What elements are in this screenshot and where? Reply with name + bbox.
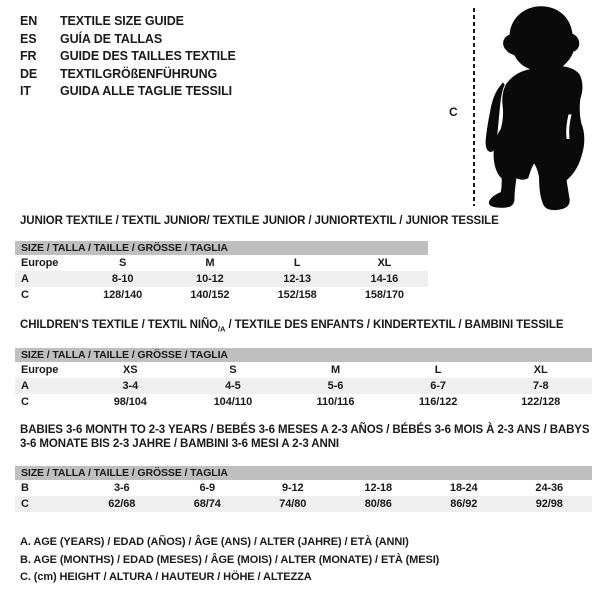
children-title-subscript: /A xyxy=(218,324,226,334)
value-cell: 3-4 xyxy=(122,380,139,392)
value-cell: 86/92 xyxy=(450,498,478,510)
value-cell: 104/110 xyxy=(213,396,253,408)
table-row-age-months xyxy=(15,480,592,496)
value-cell: 110/116 xyxy=(316,396,355,408)
footnote-a: A. AGE (YEARS) / EDAD (AÑOS) / ÂGE (ANS) / ALTER (JAHRE) / ETÀ (ANNI) xyxy=(20,536,409,548)
table-row-age xyxy=(15,378,592,394)
value-cell: 80/86 xyxy=(364,498,392,510)
children-size-table xyxy=(15,348,592,410)
language-title: GUIDE DES TAILLES TEXTILE xyxy=(60,49,236,63)
value-cell: 12-13 xyxy=(283,273,311,285)
language-row-de xyxy=(20,66,236,84)
col-header-cell: XL xyxy=(533,364,548,376)
table-row-europe xyxy=(15,255,428,271)
value-cell: 14-16 xyxy=(370,273,399,285)
value-cell: 158/170 xyxy=(364,289,404,301)
col-header-cell: S xyxy=(229,364,237,376)
col-header-cell: L xyxy=(434,364,442,376)
language-code: FR xyxy=(20,49,37,63)
height-measure-label: C xyxy=(449,105,458,119)
value-cell: 92/98 xyxy=(535,498,563,510)
language-code: EN xyxy=(20,14,38,28)
junior-size-table xyxy=(15,241,428,303)
value-cell: 12-18 xyxy=(364,482,393,494)
babies-size-table xyxy=(15,466,592,512)
children-section-title xyxy=(20,319,563,336)
table-row-height xyxy=(15,394,592,410)
table-row-age xyxy=(15,271,428,287)
size-header-band: SIZE / TALLA / TAILLE / GRÖSSE / TAGLIA xyxy=(15,466,592,480)
value-cell: 140/152 xyxy=(190,289,230,301)
height-measure-dashed-line xyxy=(473,8,475,206)
table-row-height xyxy=(15,496,592,512)
col-header-cell: XS xyxy=(123,364,138,376)
row-label-cell: C xyxy=(21,289,29,301)
language-code: DE xyxy=(20,66,38,81)
value-cell: 116/122 xyxy=(418,396,458,408)
row-label-cell: A xyxy=(21,273,29,285)
col-header-cell: M xyxy=(330,364,341,376)
value-cell: 122/128 xyxy=(521,396,561,408)
row-label-cell: C xyxy=(21,498,29,510)
row-label-cell: Europe xyxy=(21,364,59,376)
baby-silhouette-icon xyxy=(484,4,600,211)
language-title: GUIDA ALLE TAGLIE TESSILI xyxy=(60,84,233,98)
size-header-band: SIZE / TALLA / TAILLE / GRÖSSE / TAGLIA xyxy=(15,348,592,362)
value-cell: 8-10 xyxy=(111,273,134,285)
value-cell: 6-7 xyxy=(430,380,446,392)
row-label-cell: A xyxy=(21,380,29,392)
language-title-list xyxy=(20,13,236,101)
language-code: ES xyxy=(20,31,37,46)
value-cell: 98/104 xyxy=(113,396,147,408)
footnote-c: C. (cm) HEIGHT / ALTURA / HAUTEUR / HÖHE / ALTEZZA xyxy=(20,571,312,583)
row-label-cell: C xyxy=(21,396,29,408)
language-row-en xyxy=(20,13,236,31)
value-cell: 152/158 xyxy=(277,289,317,301)
value-cell: 10-12 xyxy=(196,273,224,285)
language-title: GUÍA DE TALLAS xyxy=(60,31,163,46)
col-header-cell: S xyxy=(119,257,127,269)
value-cell: 68/74 xyxy=(193,498,221,510)
language-title: TEXTILGRÖßENFÜHRUNG xyxy=(60,66,218,81)
children-title-text: CHILDREN'S TEXTILE / TEXTIL NIÑO xyxy=(20,319,219,331)
value-cell: 9-12 xyxy=(281,482,304,494)
value-cell: 128/140 xyxy=(103,289,143,301)
value-cell: 7-8 xyxy=(532,380,549,392)
language-row-es xyxy=(20,31,236,49)
language-row-fr xyxy=(20,48,236,66)
col-header-cell: L xyxy=(293,257,301,269)
value-cell: 5-6 xyxy=(327,380,344,392)
table-row-europe xyxy=(15,362,592,378)
language-row-it xyxy=(20,83,236,101)
legend-footnotes xyxy=(20,534,439,587)
row-label-cell: Europe xyxy=(21,257,59,269)
col-header-cell: XL xyxy=(377,257,392,269)
value-cell: 18-24 xyxy=(449,482,478,494)
col-header-cell: M xyxy=(205,257,215,269)
row-label-cell: B xyxy=(21,482,29,494)
value-cell: 24-36 xyxy=(535,482,564,494)
junior-section-title: JUNIOR TEXTILE / TEXTIL JUNIOR/ TEXTILE JUNIOR / JUNIORTEXTIL / JUNIOR TESSILE xyxy=(20,215,499,227)
language-code: IT xyxy=(20,84,31,98)
language-title: TEXTILE SIZE GUIDE xyxy=(60,14,184,28)
value-cell: 4-5 xyxy=(225,380,241,392)
table-row-height xyxy=(15,287,428,303)
footnote-b: B. AGE (MONTHS) / EDAD (MESES) / ÂGE (MOIS) / ALTER (MONATE) / ETÀ (MESI) xyxy=(20,553,440,566)
babies-section-title: BABIES 3-6 MONTH TO 2-3 YEARS / BEBÉS 3-6 MESES A 2-3 AÑOS / BÉBÉS 3-6 MOIS À 2-3 ANS / BABYS 3-6 MONATE BIS 2-3 JAHRE / BAMBINI 3-6 MESI A 2-3 ANNI xyxy=(20,424,590,450)
value-cell: 6-9 xyxy=(199,482,216,494)
children-title-text: / TEXTILE DES ENFANTS / KINDERTEXTIL / BAMBINI TESSILE xyxy=(225,319,564,331)
size-header-band: SIZE / TALLA / TAILLE / GRÖSSE / TAGLIA xyxy=(15,241,428,255)
value-cell: 3-6 xyxy=(113,482,130,494)
value-cell: 74/80 xyxy=(279,498,307,510)
value-cell: 62/68 xyxy=(108,498,136,510)
